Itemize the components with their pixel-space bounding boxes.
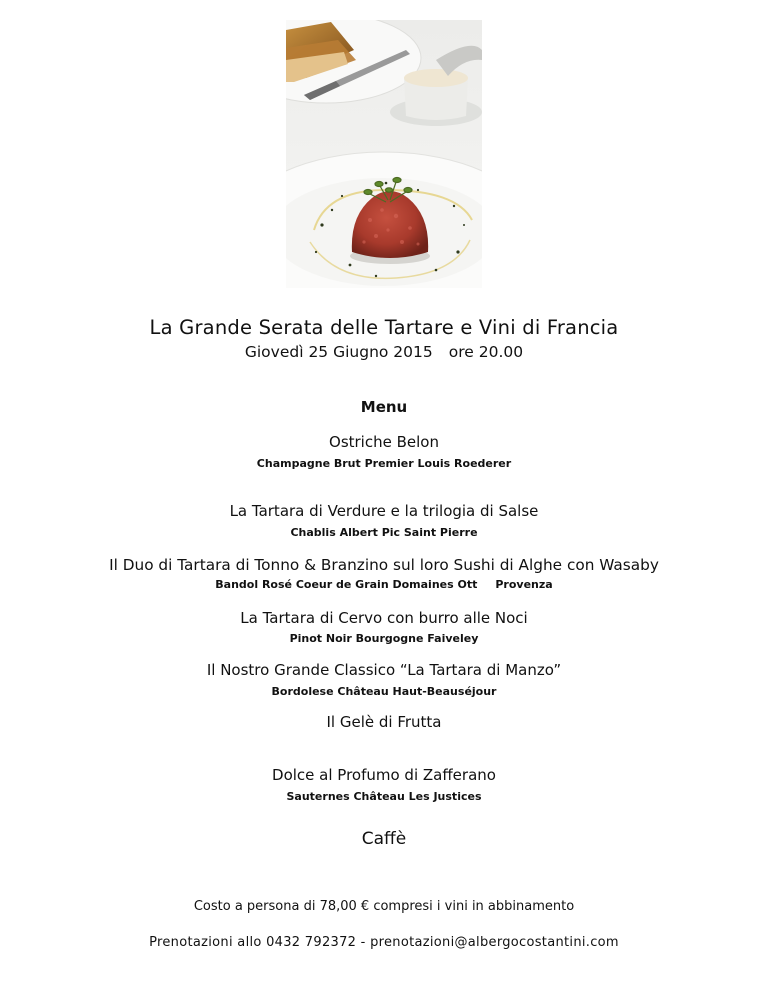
course-wine: Pinot Noir Bourgogne Faiveley — [289, 632, 479, 645]
event-title: La Grande Serata delle Tartare e Vini di Francia — [149, 316, 619, 339]
menu-closing: Caffè — [361, 829, 407, 849]
course-wine: Chablis Albert Pic Saint Pierre — [290, 526, 478, 539]
menu-heading: Menu — [360, 398, 408, 416]
reservation-contact: Prenotazioni allo 0432 792372 - prenotazioni@albergocostantini.com — [149, 935, 619, 950]
steak-tartare-photo — [286, 20, 482, 288]
event-time: ore 20.00 — [448, 343, 524, 361]
course-dish: Dolce al Profumo di Zafferano — [272, 766, 496, 784]
course-dish: Il Nostro Grande Classico “La Tartara di Manzo” — [206, 661, 562, 679]
course-dish: La Tartara di Verdure e la trilogia di Salse — [229, 502, 539, 520]
course-wine: Bordolese Château Haut-Beauséjour — [271, 685, 497, 698]
course-dish: Il Gelè di Frutta — [326, 713, 442, 731]
course-dish: La Tartara di Cervo con burro alle Noci — [240, 609, 528, 627]
price-note: Costo a persona di 78,00 € compresi i vini in abbinamento — [193, 899, 575, 914]
course-wine-line — [0, 578, 768, 591]
course-dish: Il Duo di Tartara di Tonno & Branzino sul loro Sushi di Alghe con Wasaby — [109, 556, 659, 574]
course-wine: Champagne Brut Premier Louis Roederer — [256, 457, 512, 470]
event-date-line — [0, 343, 768, 361]
course-wine-region: Provenza — [495, 578, 553, 591]
event-date: Giovedì 25 Giugno 2015 — [244, 343, 433, 361]
course-dish: Ostriche Belon — [329, 433, 439, 451]
course-wine: Sauternes Château Les Justices — [286, 790, 482, 803]
course-wine: Bandol Rosé Coeur de Grain Domaines Ott — [215, 578, 478, 591]
